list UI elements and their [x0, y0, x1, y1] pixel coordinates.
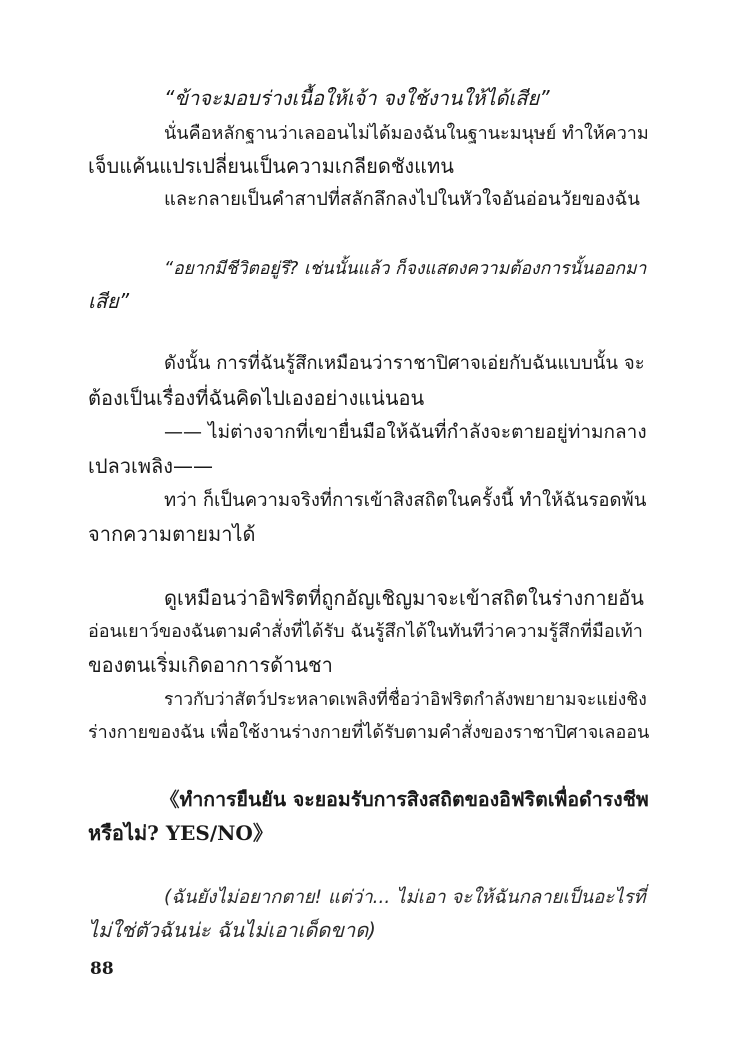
page-number: 88: [90, 959, 114, 979]
text-line: “อยากมีชีวิตอยู่รึ? เช่นนั้นแล้ว ก็จงแสดงความต้องการนั้นออกมา: [164, 259, 647, 279]
text-line: “ข้าจะมอบร่างเนื้อให้เจ้า จงใช้งานให้ได้เสีย”: [164, 86, 550, 110]
text-line: จากความตายมาได้: [88, 522, 256, 546]
text-line: และกลายเป็นคำสาปที่สลักลึกลงไปในหัวใจอันอ่อนวัยของฉัน: [164, 189, 640, 210]
system-message-line: 《ทำการยืนยัน จะยอมรับการสิงสถิตของอิฟริตเพื่อดำรงชีพ: [160, 788, 649, 811]
text-line: นั่นคือหลักฐานว่าเลออนไม่ได้มองฉันในฐานะมนุษย์ ทำให้ความ: [164, 123, 649, 144]
text-line: เปลวเพลิง——: [88, 454, 214, 478]
text-line: —— ไม่ต่างจากที่เขายื่นมือให้ฉันที่กำลังจะตายอยู่ท่ามกลาง: [164, 421, 647, 443]
system-message-line: หรือไม่? YES/NO》: [88, 821, 273, 845]
text-line: ของตนเริ่มเกิดอาการด้านชา: [88, 653, 333, 677]
text-line: เสีย”: [88, 289, 130, 313]
text-line: ร่างกายของฉัน เพื่อใช้งานร่างกายที่ได้รับตามคำสั่งของราชาปิศาจเลออน: [88, 722, 650, 743]
text-line: ไม่ใช่ตัวฉันน่ะ ฉันไม่เอาเด็ดขาด): [88, 918, 376, 942]
text-line: ทว่า ก็เป็นความจริงที่การเข้าสิงสถิตในครั้งนี้ ทำให้ฉันรอดพ้น: [164, 490, 647, 511]
text-line: เจ็บแค้นแปรเปลี่ยนเป็นความเกลียดชังแทน: [88, 154, 454, 178]
text-line: อ่อนเยาว์ของฉันตามคำสั่งที่ได้รับ ฉันรู้สึกได้ในทันทีว่าความรู้สึกที่มือเท้า: [88, 621, 643, 642]
text-line: ราวกับว่าสัตว์ประหลาดเพลิงที่ชื่อว่าอิฟริตกำลังพยายามจะแย่งชิง: [164, 690, 647, 710]
text-line: ต้องเป็นเรื่องที่ฉันคิดไปเองอย่างแน่นอน: [88, 386, 425, 410]
text-line: (ฉันยังไม่อยากตาย! แต่ว่า... ไม่เอา จะให้ฉันกลายเป็นอะไรที่: [164, 887, 646, 908]
text-line: ดังนั้น การที่ฉันรู้สึกเหมือนว่าราชาปิศาจเอ่ยกับฉันแบบนั้น จะ: [164, 353, 645, 374]
text-line: ดูเหมือนว่าอิฟริตที่ถูกอัญเชิญมาจะเข้าสถิตในร่างกายอัน: [164, 586, 644, 610]
